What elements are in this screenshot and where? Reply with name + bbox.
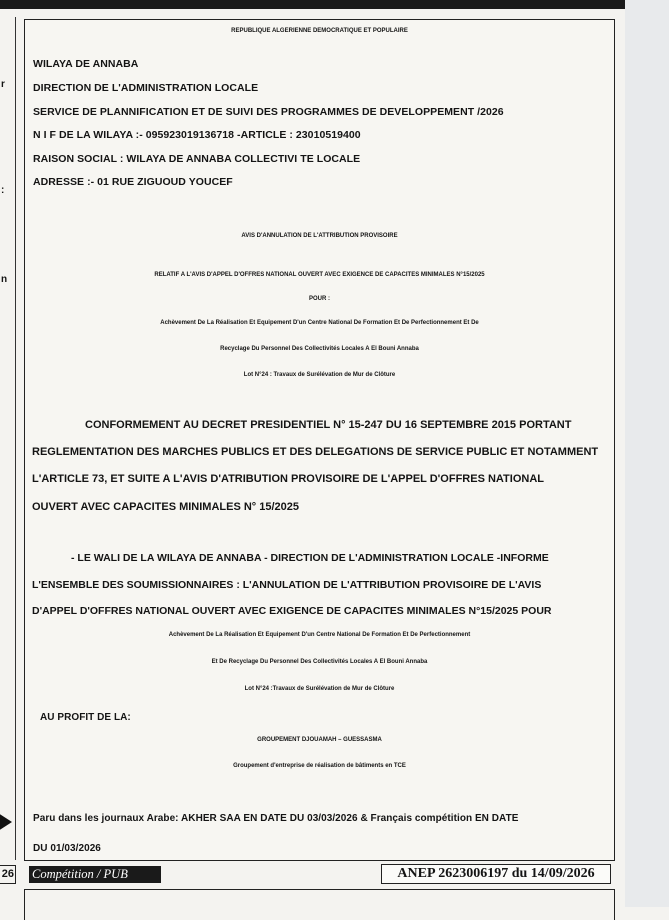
beneficiary-subtitle: Groupement d'entreprise de réalisation de bâtiments en TCE (233, 763, 406, 769)
publication-line: Paru dans les journaux Arabe: AKHER SAA EN DATE DU 03/03/2026 & Français compétition EN DATE (33, 813, 519, 824)
service-line: SERVICE DE PLANNIFICATION ET DE SUIVI DES PROGRAMMES DE DEVELOPPEMENT /2026 (33, 106, 504, 118)
page-number-fragment: 26 (0, 865, 16, 884)
beneficiary-name: GROUPEMENT DJOUAMAH – GUESSASMA (257, 737, 382, 743)
country-heading: REPUBLIQUE ALGERIENNE DEMOCRATIQUE ET POPULAIRE (231, 28, 408, 34)
decree-paragraph-line: L'ARTICLE 73, ET SUITE A L'AVIS D'ATRIBUTION PROVISOIRE DE L'APPEL D'OFFRES NATIONAL (32, 473, 544, 485)
arrow-right-icon (0, 813, 12, 831)
raison-social-line: RAISON SOCIAL : WILAYA DE ANNABA COLLECTIVI TE LOCALE (33, 153, 361, 165)
anep-reference: ANEP 2623006197 du 14/09/2026 (381, 864, 611, 884)
nif-line: N I F DE LA WILAYA :- 095923019136718 -ARTICLE : 23010519400 (33, 129, 361, 141)
decree-paragraph-line: REGLEMENTATION DES MARCHES PUBLICS ET DES DELEGATIONS DE SERVICE PUBLIC ET NOTAMMENT (32, 446, 599, 458)
decree-paragraph-line: OUVERT AVEC CAPACITES MINIMALES N° 15/2025 (32, 501, 300, 513)
adjacent-text-fragment: : (1, 185, 5, 196)
notice-frame (24, 19, 615, 861)
inform-paragraph-line: - LE WALI DE LA WILAYA DE ANNABA - DIRECTION DE L'ADMINISTRATION LOCALE -INFORME (71, 552, 549, 564)
lot-line: Lot N°24 :Travaux de Surélévation de Mur de Clôture (244, 686, 395, 692)
decree-paragraph-line: CONFORMEMENT AU DECRET PRESIDENTIEL N° 15-247 DU 16 SEPTEMBRE 2015 PORTANT (85, 419, 572, 431)
publication-tag: Compétition / PUB (29, 866, 161, 883)
next-notice-frame (24, 889, 615, 920)
notice-title: AVIS D'ANNULATION DE L'ATTRIBUTION PROVISOIRE (241, 233, 398, 239)
project-line: Et De Recyclage Du Personnel Des Collectivités Locales A El Bouni Annaba (211, 659, 428, 665)
adjacent-column-edge (0, 17, 16, 860)
adjacent-text-fragment: n (1, 274, 8, 285)
address-line: ADRESSE :- 01 RUE ZIGUOUD YOUCEF (33, 176, 233, 188)
adjacent-text-fragment: r (1, 79, 5, 90)
project-line: Achèvement De La Réalisation Et Equipement D'un Centre National De Formation Et De Perfectionnement (168, 632, 471, 638)
wilaya-line: WILAYA DE ANNABA (33, 58, 139, 70)
top-rule (0, 0, 669, 9)
publication-line: DU 01/03/2026 (33, 843, 101, 854)
project-line: Recyclage Du Personnel Des Collectivités Locales A El Bouni Annaba (220, 346, 419, 352)
pour-line: POUR : (309, 296, 330, 302)
inform-paragraph-line: L'ENSEMBLE DES SOUMISSIONNAIRES : L'ANNULATION DE L'ATTRIBUTION PROVISOIRE DE L'AVIS (32, 579, 542, 591)
direction-line: DIRECTION DE L'ADMINISTRATION LOCALE (33, 82, 259, 94)
page-margin (625, 0, 669, 907)
au-profit-line: AU PROFIT DE LA: (40, 712, 131, 723)
relatif-line: RELATIF A L'AVIS D'APPEL D'OFFRES NATIONAL OUVERT AVEC EXIGENCE DE CAPACITES MINIMALES N°15/2025 (154, 272, 485, 278)
project-line: Achèvement De La Réalisation Et Equipement D'un Centre National De Formation Et De Perfectionnement Et De (160, 320, 479, 326)
inform-paragraph-line: D'APPEL D'OFFRES NATIONAL OUVERT AVEC EXIGENCE DE CAPACITES MINIMALES N°15/2025 POUR (32, 605, 552, 617)
lot-line: Lot N°24 : Travaux de Surélévation de Mur de Clôture (243, 372, 396, 378)
